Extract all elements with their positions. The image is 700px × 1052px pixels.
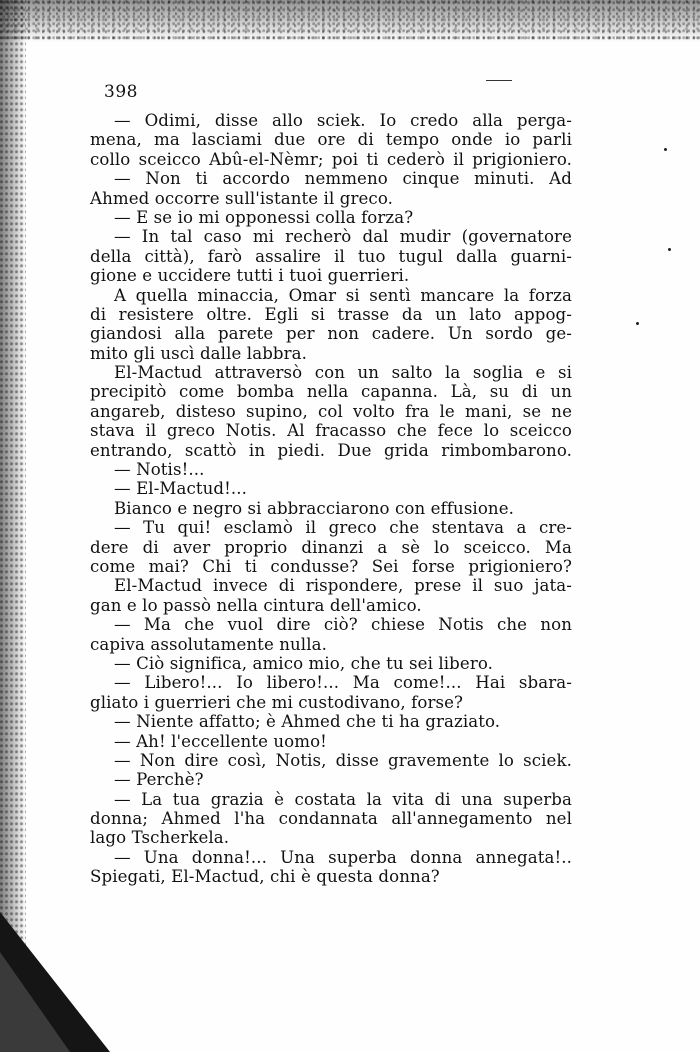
text-line: — In tal caso mi recherò dal mudir (governatore [114,227,572,247]
text-line: — Perchè? [114,770,204,790]
text-line: gione e uccidere tutti i tuoi guerrieri. [90,266,410,286]
text-line: — E se io mi opponessi colla forza? [114,207,414,227]
text-line: gliato i guerrieri che mi custodivano, forse? [90,692,464,712]
text-line: donna; Ahmed l'ha condannata all'annegamento nel [90,809,572,829]
text-line: El-Mactud attraversò con un salto la soglia e si [114,363,572,383]
text-line: giandosi alla parete per non cadere. Un sordo ge- [90,324,572,344]
text-line: precipitò come bomba nella capanna. Là, su di un [90,382,572,402]
text-line: della città), farò assalire il tuo tugul dalla guarni- [90,246,572,266]
text-line: El-Mactud invece di rispondere, prese il suo jata- [114,576,572,596]
text-line: — Ma che vuol dire ciò? chiese Notis che non [114,615,572,635]
text-line: — Ah! l'eccellente uomo! [114,731,327,751]
text-line: — Tu qui! esclamò il greco che stentava a cre- [114,518,572,538]
header-mark [486,80,512,81]
scan-speck [636,322,639,325]
text-line: entrando, scattò in piedi. Due grida rimbombarono. [90,440,572,460]
page-number: 398 [104,82,138,102]
scan-speck [668,248,671,251]
text-line: mito gli uscì dalle labbra. [90,343,308,363]
text-line: Ahmed occorre sull'istante il greco. [90,188,393,208]
text-line: stava il greco Notis. Al fracasso che fece lo sceicco [90,421,572,441]
scan-corner-shadow-inner [0,952,70,1052]
text-line: — Una donna!... Una superba donna annegata!.. [114,847,572,867]
scan-edge-top [0,0,700,42]
text-line: A quella minaccia, Omar si sentì mancare la forza [114,285,572,305]
text-line: — Ciò significa, amico mio, che tu sei libero. [114,653,494,673]
text-line: di resistere oltre. Egli si trasse da un lato appog- [90,304,572,324]
text-line: mena, ma lasciami due ore di tempo onde io parli [90,130,572,150]
text-line: — Non dire così, Notis, disse gravemente lo sciek. [114,750,572,770]
text-line: Spiegati, El-Mactud, chi è questa donna? [90,867,440,887]
text-line: come mai? Chi ti condusse? Sei forse prigioniero? [90,556,572,576]
text-line: dere di aver proprio dinanzi a sè lo sceicco. Ma [90,537,572,557]
text-line: — El-Mactud!... [114,479,248,499]
text-line: — Non ti accordo nemmeno cinque minuti. Ad [114,169,572,189]
text-line: — Notis!... [114,460,205,480]
scan-edge-left [0,0,26,1052]
text-line: capiva assolutamente nulla. [90,634,327,654]
text-line: gan e lo passò nella cintura dell'amico. [90,595,422,615]
body-text [90,111,572,887]
text-line: — Libero!... Io libero!... Ma come!... Hai sbara- [114,673,572,693]
text-line: — Niente affatto; è Ahmed che ti ha graziato. [114,712,501,732]
text-line: lago Tscherkela. [90,828,230,848]
text-line: angareb, disteso supino, col volto fra le mani, se ne [90,401,572,421]
text-line: Bianco e negro si abbracciarono con effusione. [114,498,515,518]
text-line: — La tua grazia è costata la vita di una superba [114,789,572,809]
scan-speck [664,148,667,151]
text-line: — Odimi, disse allo sciek. Io credo alla perga- [114,111,572,130]
text-line: collo sceicco Abû-el-Nèmr; poi ti cederò il prigioniero. [90,149,572,169]
